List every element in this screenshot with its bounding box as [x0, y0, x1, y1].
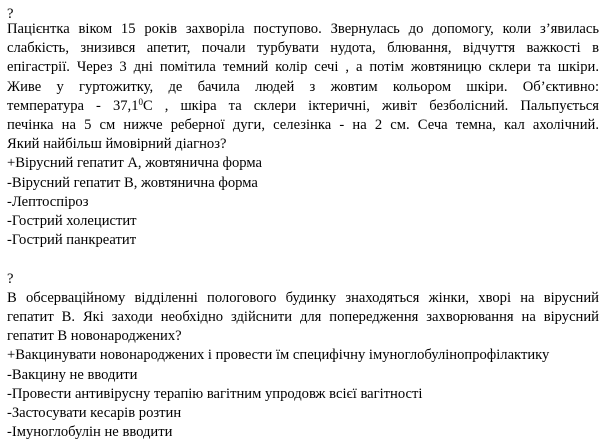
question-1 [7, 8, 599, 250]
answer-option: -Лептоспіроз [7, 193, 89, 210]
stem-line: Який найбільш ймовірний діагноз? [7, 136, 227, 153]
answer-options [7, 346, 599, 442]
question-2 [7, 270, 599, 442]
stem-line: гепатит В новонароджених? [7, 328, 182, 345]
paragraph-spacer [7, 250, 599, 269]
degree-superscript: 0 [138, 96, 143, 107]
question-marker: ? [7, 270, 14, 287]
stem-line: слабкість, знизився апетит, почали турбувати нудота, блювання, відчуття важкості в [7, 40, 599, 57]
answer-option: -Застосувати кесарів розтин [7, 405, 182, 422]
stem-line: Пацієнтка віком 15 років захворіла поступово. Звернулась до допомогу, коли з’явилась [7, 21, 599, 37]
answer-option-correct: +Вакцинувати новонароджених і провести їм специфічну імуноглобулінопрофілактику [7, 347, 550, 364]
stem-line: епігастрії. Через 3 дні помітила темний колір сечі , а потім жовтяницю склери та шкіри. [7, 59, 599, 76]
answer-option: -Вірусний гепатит В, жовтянична форма [7, 174, 258, 191]
stem-line [7, 97, 599, 116]
stem-line: гепатит В. Які заходи необхідно здійснити для попередження захворювання на вірусний [7, 309, 599, 326]
question-marker: ? [7, 6, 14, 22]
answer-option: -Гострий холецистит [7, 213, 137, 230]
stem-line: Живе у гуртожитку, де бачила людей з жовтим кольором шкіри. Об’єктивно: [7, 78, 599, 95]
answer-option: -Вакцину не вводити [7, 366, 138, 383]
answer-option: -Провести антивірусну терапію вагітним упродовж всієї вагітності [7, 385, 423, 402]
stem-line: В обсерваційному відділенні пологового будинку знаходяться жінки, хворі на вірусний [7, 289, 599, 306]
stem-line: печінка на 5 см нижче реберної дуги, селезінка - на 2 см. Сеча темна, кал ахолічний. [7, 117, 599, 134]
stem-text: температура - 37,1 [7, 97, 139, 114]
answer-option: -Імуноглобулін не вводити [7, 424, 173, 441]
question-stem [7, 289, 599, 347]
stem-text: С , шкіра та склери іктеричні, живіт безболісний. Пальпується [143, 97, 599, 114]
answer-options [7, 154, 599, 250]
answer-option: -Гострий панкреатит [7, 232, 137, 249]
answer-option-correct: +Вірусний гепатит А, жовтянична форма [7, 155, 262, 172]
question-stem [7, 20, 599, 154]
